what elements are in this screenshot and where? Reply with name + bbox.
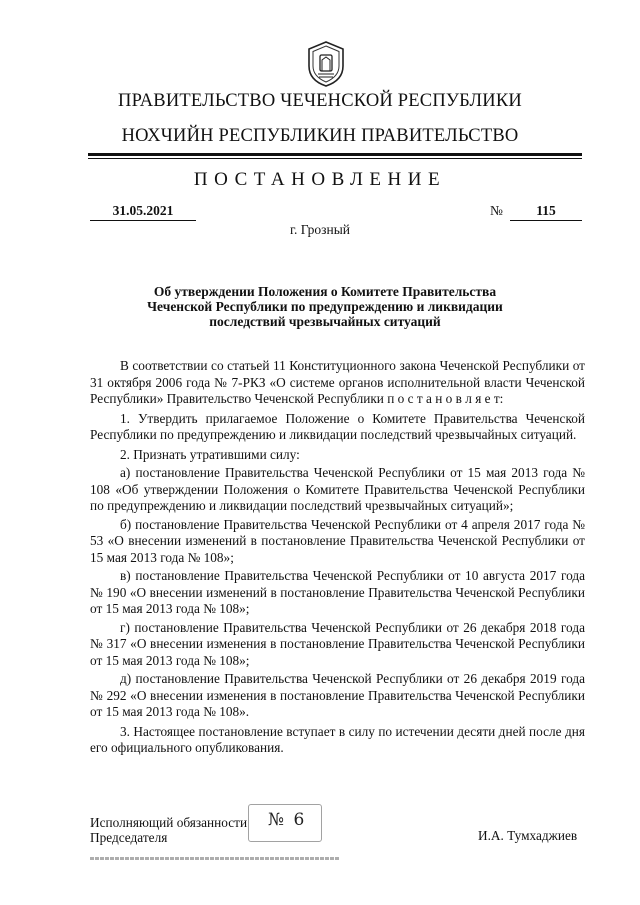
header-divider-thin <box>88 158 582 159</box>
chechen-republic-emblem-icon <box>305 40 347 88</box>
government-name-chechen: НОХЧИЙН РЕСПУБЛИКИН ПРАВИТЕЛЬСТВО <box>121 126 519 146</box>
document-date: 31.05.2021 <box>90 203 196 221</box>
body-item-1: 1. Утвердить прилагаемое Положение о Комитете Правительства Чеченской Республики по предупреждению и ликвидации последствий чрезвычайных ситуаций. <box>90 410 585 442</box>
document-type: ПОСТАНОВЛЕНИЕ <box>193 169 447 190</box>
title-line-2: Чеченской Республики по предупреждению и ликвидации <box>147 299 503 314</box>
body-item-2b: б) постановление Правительства Чеченской Республики от 4 апреля 2017 года № 53 «О внесении изменений в постановление Правительства Чеченской Республики от 15 мая 2013 года № 108»; <box>90 516 585 565</box>
signatory-name: И.А. Тумхаджиев <box>478 828 578 843</box>
body-item-2e: д) постановление Правительства Чеченской Республики от 26 декабря 2019 года № 292 «О внесении изменения в постановление Правительства Чеченской Республики от 15 мая 2013 года № 108». <box>90 671 585 719</box>
signatory-position <box>90 815 247 845</box>
document-number-label: № <box>490 203 503 218</box>
document-city: г. Грозный <box>289 222 351 237</box>
body-item-2: 2. Признать утратившими силу: <box>120 446 300 462</box>
body-item-2d: г) постановление Правительства Чеченской Республики от 26 декабря 2018 года № 317 «О внесении изменения в постановление Правительства Чеченской Республики от 15 мая 2013 года № 108»; <box>90 619 585 668</box>
body-item-2a: а) постановление Правительства Чеченской Республики от 15 мая 2013 года № 108 «Об утверждении Положения о Комитете Правительства Чеченской Республики по предупреждению и ликвидации последствий чрезвычайных ситуаций»; <box>90 465 585 513</box>
document-title <box>110 284 540 329</box>
header-divider-thick <box>88 153 582 156</box>
body-item-3: 3. Настоящее постановление вступает в силу по истечении десяти дней после дня его официального опубликования. <box>90 723 585 755</box>
document-body <box>90 358 585 759</box>
official-stamp: № 6 <box>268 810 307 830</box>
government-name-russian: ПРАВИТЕЛЬСТВО ЧЕЧЕНСКОЙ РЕСПУБЛИКИ <box>118 91 522 111</box>
title-line-1: Об утверждении Положения о Комитете Правительства <box>153 284 497 299</box>
body-item-2c: в) постановление Правительства Чеченской Республики от 10 августа 2017 года № 190 «О внесении изменений в постановление Правительства Чеченской Республики от 15 мая 2013 года № 108»; <box>90 568 585 616</box>
title-line-3: последствий чрезвычайных ситуаций <box>209 314 441 329</box>
footer-registration-line <box>90 857 340 860</box>
body-preamble: В соответствии со статьей 11 Конституционного закона Чеченской Республики от 31 октября 2006 года № 7-РКЗ «О системе органов исполнительной власти Чеченской Республики» Правительство Чеченской Республики п о с т а н о в л я е т: <box>90 358 585 406</box>
signatory-position-line-2: Председателя <box>90 830 168 845</box>
signatory-position-line-1: Исполняющий обязанности <box>90 815 248 830</box>
document-number: 115 <box>510 203 582 221</box>
